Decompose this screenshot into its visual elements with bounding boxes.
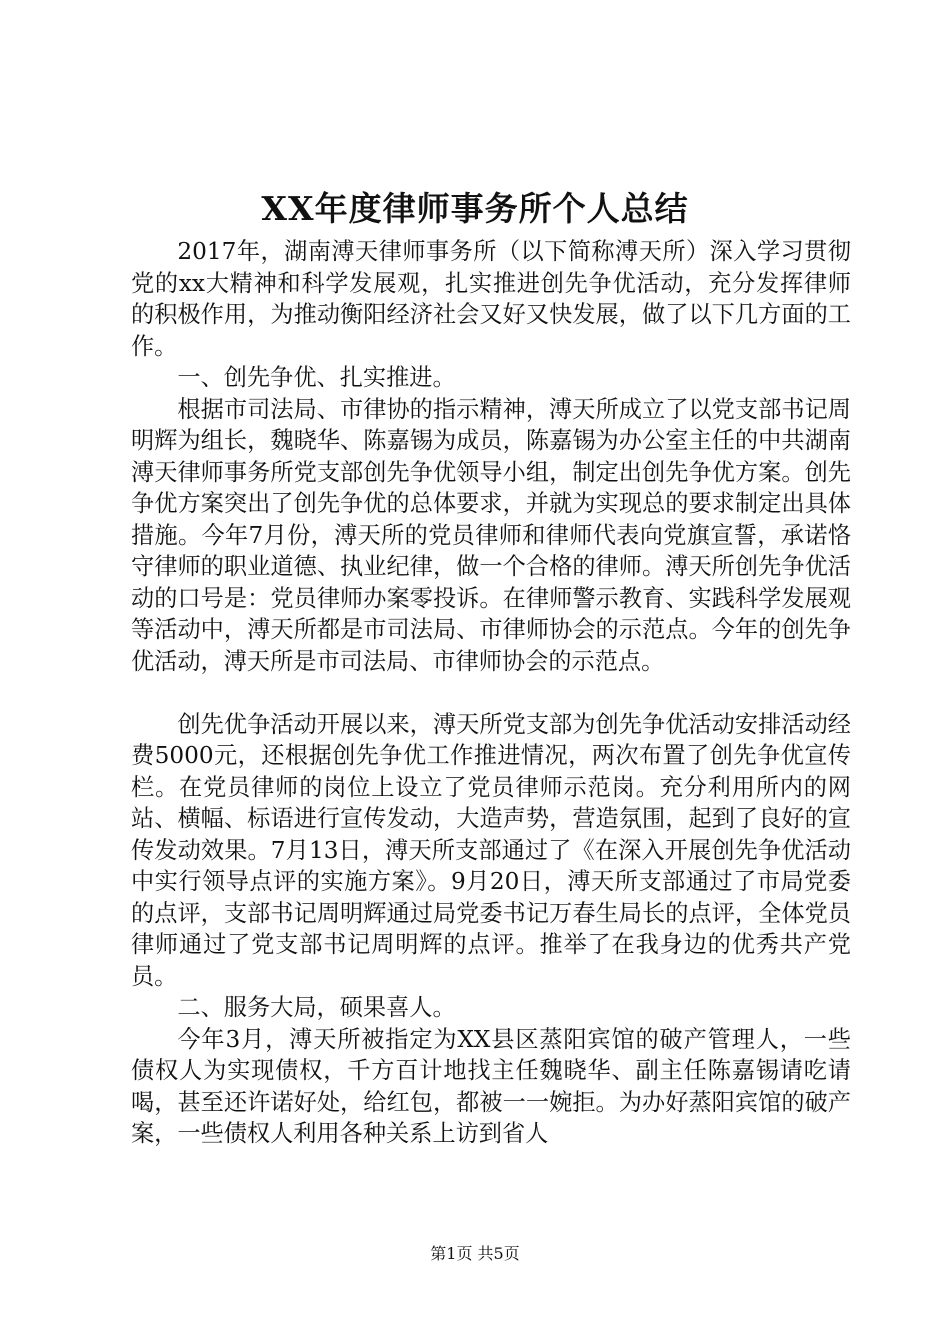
paragraph-section-1-b: 创先优争活动开展以来，溥天所党支部为创先争优活动安排活动经费5000元，还根据创先争优工作推进情况，两次布置了创先争优宣传栏。在党员律师的岗位上设立了党员律师示范岗。充分利用所内的网站、横幅、标语进行宣传发动，大造声势，营造氛围，起到了良好的宣传发动效果。7月13日，溥天所支部通过了《在深入开展创先争优活动中实行领导点评的实施方案》。9月20日，溥天所支部通过了市局党委的点评，支部书记周明辉通过局党委书记万春生局长的点评，全体党员律师通过了党支部书记周明辉的点评。推举了在我身边的优秀共产党员。 <box>131 710 851 990</box>
section-heading-2: 二、服务大局，硕果喜人。 <box>177 994 456 1021</box>
paragraph-section-1-a: 根据市司法局、市律协的指示精神，溥天所成立了以党支部书记周明辉为组长，魏晓华、陈嘉锡为成员，陈嘉锡为办公室主任的中共湖南溥天律师事务所党支部创先争优领导小组，制定出创先争优方案。创先争优方案突出了创先争优的总体要求，并就为实现总的要求制定出具体措施。今年7月份，溥天所的党员律师和律师代表向党旗宣誓，承诺恪守律师的职业道德、执业纪律，做一个合格的律师。溥天所创先争优活动的口号是：党员律师办案零投诉。在律师警示教育、实践科学发展观等活动中，溥天所都是市司法局、市律师协会的示范点。今年的创先争优活动，溥天所是市司法局、市律师协会的示范点。 <box>131 395 851 675</box>
page-number-footer: 第1页 共5页 <box>430 1244 520 1263</box>
paragraph-section-2-a: 今年3月，溥天所被指定为XX县区蒸阳宾馆的破产管理人，一些债权人为实现债权，千方百计地找主任魏晓华、副主任陈嘉锡请吃请喝，甚至还许诺好处，给红包，都被一一婉拒。为办好蒸阳宾馆的破产案，一些债权人利用各种关系上访到省人 <box>131 1025 851 1147</box>
paragraph-gap <box>131 677 851 709</box>
document-title: XX年度律师事务所个人总结 <box>261 189 689 228</box>
document-body <box>131 236 851 1150</box>
paragraph-intro: 2017年，湖南溥天律师事务所（以下简称溥天所）深入学习贯彻党的xx大精神和科学发展观，扎实推进创先争优活动，充分发挥律师的积极作用，为推动衡阳经济社会又好又快发展，做了以下几方面的工作。 <box>131 238 851 360</box>
section-heading-1: 一、创先争优、扎实推进。 <box>177 364 456 391</box>
